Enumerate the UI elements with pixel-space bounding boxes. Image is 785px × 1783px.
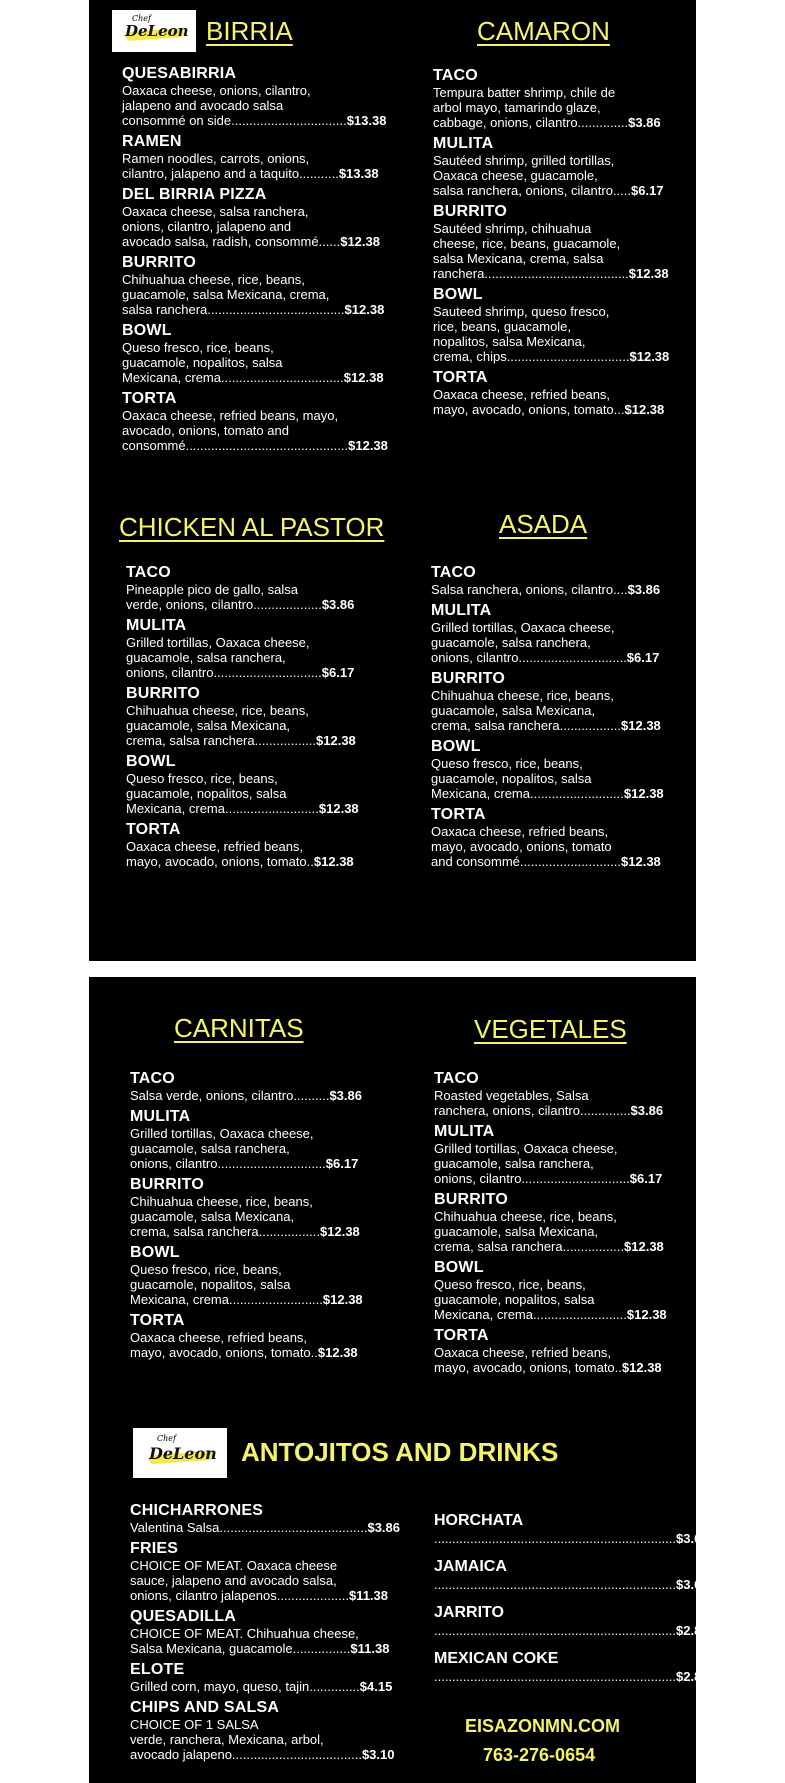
drink-price: $2.83 (676, 1623, 709, 1638)
menu-item (130, 1539, 400, 1603)
menu-item-description-leader: mayo, avocado, onions, tomato... (433, 402, 625, 417)
menu-item-description: CHOICE OF 1 SALSA (130, 1717, 259, 1732)
menu-item-description: Oaxaca cheese, refried beans, mayo, (122, 408, 339, 423)
menu-item-description-leader: cilantro, jalapeno and a taquito........... (122, 166, 339, 181)
menu-item-price-line (433, 349, 673, 364)
menu-item-price: $12.38 (624, 1239, 664, 1254)
dot-leader: ................................................................... (434, 1623, 676, 1638)
menu-item (433, 66, 673, 130)
menu-item (126, 752, 396, 816)
menu-item-description: Oaxaca cheese, refried beans, (433, 387, 611, 402)
menu-item-price: $12.38 (624, 402, 665, 417)
menu-item-description: Oaxaca cheese, refried beans, (126, 839, 304, 854)
menu-item-description: Roasted vegetables, Salsa (434, 1088, 589, 1103)
menu-item-description: Oaxaca cheese, salsa ranchera, (122, 204, 309, 219)
menu-item-description: guacamole, salsa Mexicana, crema, (122, 287, 330, 302)
menu-item-description: Ramen noodles, carrots, onions, (122, 151, 310, 166)
logo-chef-text: Chef (157, 1434, 176, 1443)
menu-item-name: BOWL (431, 738, 481, 755)
dot-leader: ................................................................... (434, 1577, 676, 1592)
camaron-title: CAMARON (477, 16, 610, 46)
menu-item (130, 1069, 400, 1103)
menu-item-price-line (431, 718, 681, 733)
menu-item-name: BOWL (122, 322, 172, 339)
menu-item-name: FRIES (130, 1540, 179, 1557)
menu-item-price-line (434, 1307, 684, 1322)
menu-item (130, 1243, 400, 1307)
menu-item-description-leader: verde, onions, cilantro................... (126, 597, 322, 612)
menu-item-description-leader: Salsa ranchera, onions, cilantro.... (431, 582, 628, 597)
menu-item-price: $12.38 (317, 1345, 358, 1360)
menu-item-description: guacamole, salsa Mexicana, (126, 718, 291, 733)
menu-item-price-line (130, 1747, 400, 1762)
drink-price-line (434, 1623, 709, 1639)
menu-item-price: $6.17 (325, 1156, 359, 1171)
menu-item-price-line (126, 854, 396, 869)
menu-item-name: BURRITO (126, 685, 200, 702)
menu-item-description-leader: mayo, avocado, onions, tomato.. (130, 1345, 318, 1360)
menu-item-name: BOWL (434, 1259, 484, 1276)
menu-item-price-line (130, 1641, 400, 1656)
menu-item (130, 1311, 400, 1360)
menu-item-price-line (130, 1345, 400, 1360)
menu-item-price-line (122, 113, 392, 128)
menu-item-description: Pineapple pico de gallo, salsa (126, 582, 299, 597)
menu-item-description-leader: avocado jalapeno.................................... (130, 1747, 362, 1762)
menu-item (433, 134, 673, 198)
menu-item-price-line (126, 597, 396, 612)
menu-item-price: $12.38 (621, 718, 661, 733)
phone-link[interactable]: 763-276-0654 (483, 1745, 596, 1765)
drink-item (434, 1603, 709, 1639)
menu-item-price-line (130, 1292, 400, 1307)
menu-item-description: mayo, avocado, onions, tomato (431, 839, 612, 854)
drink-name: MEXICAN COKE (434, 1650, 559, 1667)
menu-item-description: Oaxaca cheese, refried beans, (431, 824, 609, 839)
dot-leader: ................................................................... (434, 1669, 676, 1684)
menu-item-description-leader: cabbage, onions, cilantro.............. (433, 115, 629, 130)
antojitos-section (130, 1501, 400, 1766)
menu-item-name: MULITA (433, 135, 494, 152)
menu-item-name: TORTA (433, 369, 488, 386)
menu-item-price: $3.10 (361, 1747, 395, 1762)
menu-item-price-line (433, 266, 673, 281)
menu-item-price-line (434, 1171, 684, 1186)
camaron-section (433, 66, 673, 421)
menu-item-price: $3.86 (329, 1088, 362, 1103)
asada-section (431, 563, 681, 873)
menu-item-description-leader: Mexicana, crema.................................. (122, 370, 344, 385)
menu-item-price-line (130, 1224, 400, 1239)
menu-item-description: Oaxaca cheese, onions, cilantro, (122, 83, 311, 98)
drink-price-line (434, 1577, 709, 1593)
menu-item-price-line (126, 665, 396, 680)
antojitos-and-drinks-title: ANTOJITOS AND DRINKS (241, 1437, 559, 1467)
menu-item-name: TORTA (126, 821, 181, 838)
menu-item-description: nopalitos, salsa Mexicana, (433, 334, 586, 349)
menu-item-description: rice, beans, guacamole, (433, 319, 572, 334)
chef-deleon-logo (112, 10, 196, 52)
menu-item-description: onions, cilantro, jalapeno and (122, 219, 292, 234)
menu-item-price: $4.15 (359, 1679, 393, 1694)
drink-item (434, 1511, 709, 1547)
menu-item-description: guacamole, salsa ranchera, (130, 1141, 290, 1156)
menu-item-description-leader: onions, cilantro jalapenos.................... (130, 1588, 349, 1603)
menu-item-price: $11.38 (348, 1588, 388, 1603)
menu-item-price: $12.38 (318, 801, 359, 816)
logo-name-text: DeLeon (125, 22, 189, 40)
menu-item-name: MULITA (434, 1123, 495, 1140)
menu-page-1 (89, 0, 696, 961)
menu-item-description-leader: mayo, avocado, onions, tomato.. (434, 1360, 622, 1375)
menu-item-description: guacamole, nopalitos, salsa (434, 1292, 595, 1307)
menu-item-name: MULITA (126, 617, 187, 634)
menu-item-description: CHOICE OF MEAT. Oaxaca cheese (130, 1558, 338, 1573)
menu-item-price: $6.17 (631, 183, 664, 198)
drink-price: $2.83 (676, 1669, 709, 1684)
menu-item-description: Grilled tortillas, Oaxaca cheese, (130, 1126, 314, 1141)
menu-item (431, 805, 681, 869)
menu-item-price-line (431, 582, 681, 597)
menu-item-description-leader: Mexicana, crema.......................... (434, 1307, 627, 1322)
menu-item-description: Sauteed shrimp, queso fresco, (433, 304, 610, 319)
menu-item-name: MULITA (431, 602, 492, 619)
drink-item (434, 1557, 709, 1593)
menu-item (130, 1698, 400, 1762)
menu-page-2 (89, 977, 709, 1783)
menu-item-price: $6.17 (629, 1171, 663, 1186)
menu-item-price: $3.86 (367, 1520, 401, 1535)
menu-item-price-line (126, 801, 396, 816)
menu-item-price: $12.38 (322, 1292, 363, 1307)
menu-item-price: $12.38 (348, 438, 388, 453)
menu-item-price-line (130, 1156, 400, 1171)
menu-item-description: Queso fresco, rice, beans, (434, 1277, 586, 1292)
menu-item-description-leader: Grilled corn, mayo, queso, tajin.............. (130, 1679, 360, 1694)
menu-item (126, 616, 396, 680)
menu-item-description-leader: crema, chips.................................. (433, 349, 630, 364)
menu-item-name: BURRITO (122, 254, 196, 271)
menu-item-description: Tempura batter shrimp, chile de (433, 85, 616, 100)
chef-deleon-logo-2 (133, 1428, 227, 1478)
menu-item-description-leader: consommé............................................. (122, 438, 349, 453)
menu-item-name: TACO (434, 1070, 479, 1087)
menu-item-price-line (433, 402, 673, 417)
menu-item-name: CHICHARRONES (130, 1502, 264, 1519)
menu-item (122, 253, 392, 317)
menu-item-price-line (434, 1103, 684, 1118)
menu-item-description: Sautéed shrimp, chihuahua (433, 221, 592, 236)
birria-title: BIRRIA (206, 16, 293, 46)
menu-item-price-line (122, 438, 392, 453)
menu-item-description-leader: consommé on side................................ (122, 113, 347, 128)
menu-item (126, 820, 396, 869)
drink-name: JAMAICA (434, 1558, 507, 1575)
menu-item-name: BOWL (130, 1244, 180, 1261)
menu-item (126, 563, 396, 612)
menu-item (130, 1607, 400, 1656)
menu-item-price: $3.86 (321, 597, 355, 612)
menu-item-description: guacamole, nopalitos, salsa (122, 355, 283, 370)
menu-item-description: Queso fresco, rice, beans, (126, 771, 278, 786)
menu-item (434, 1258, 684, 1322)
menu-item-name: BURRITO (431, 670, 505, 687)
menu-item-description-leader: crema, salsa ranchera................. (434, 1239, 625, 1254)
menu-item (122, 132, 392, 181)
drink-name: HORCHATA (434, 1512, 524, 1529)
menu-item-name: TORTA (431, 806, 486, 823)
menu-item-description-leader: onions, cilantro.............................. (130, 1156, 326, 1171)
menu-item (122, 389, 392, 453)
logo-name-text: DeLeon (149, 1444, 217, 1463)
menu-item-price: $12.38 (320, 1224, 360, 1239)
drink-price-line (434, 1669, 709, 1685)
menu-item-name: CHIPS AND SALSA (130, 1699, 280, 1716)
dot-leader: ................................................................... (434, 1531, 676, 1546)
menu-item-description: Grilled tortillas, Oaxaca cheese, (431, 620, 615, 635)
menu-item (431, 669, 681, 733)
carnitas-section (130, 1069, 400, 1364)
menu-item-price: $12.38 (628, 266, 669, 281)
menu-item-description: salsa Mexicana, crema, salsa (433, 251, 604, 266)
menu-item-description-leader: mayo, avocado, onions, tomato.. (126, 854, 314, 869)
menu-item-description: guacamole, salsa ranchera, (431, 635, 591, 650)
menu-item-price-line (130, 1679, 400, 1694)
menu-item-description-leader: crema, salsa ranchera................. (431, 718, 622, 733)
menu-item-description: verde, ranchera, Mexicana, arbol, (130, 1732, 324, 1747)
menu-item-price: $12.38 (313, 854, 354, 869)
menu-item-description-leader: ranchera........................................ (433, 266, 629, 281)
menu-item-description-leader: crema, salsa ranchera................. (130, 1224, 321, 1239)
menu-item-description-leader: Salsa Mexicana, guacamole................ (130, 1641, 351, 1656)
menu-item (130, 1660, 400, 1694)
menu-item-description-leader: Mexicana, crema.......................... (130, 1292, 323, 1307)
menu-item-description: guacamole, salsa Mexicana, (130, 1209, 295, 1224)
menu-item (122, 321, 392, 385)
menu-item-description-leader: avocado salsa, radish, consommé...... (122, 234, 341, 249)
menu-item-description: CHOICE OF MEAT. Chihuahua cheese, (130, 1626, 359, 1641)
menu-item-price: $12.38 (626, 1307, 667, 1322)
menu-item-price-line (433, 115, 673, 130)
menu-item-name: TACO (130, 1070, 175, 1087)
drink-name: JARRITO (434, 1604, 504, 1621)
drink-item (434, 1649, 709, 1685)
menu-item-name: TORTA (130, 1312, 185, 1329)
menu-item (130, 1501, 400, 1535)
menu-item-description: Chihuahua cheese, rice, beans, (126, 703, 309, 718)
menu-item-description-leader: salsa ranchera...................................... (122, 302, 345, 317)
menu-item-description: Oaxaca cheese, guacamole, (433, 168, 598, 183)
menu-item-price: $12.38 (629, 349, 670, 364)
menu-item-name: ELOTE (130, 1661, 185, 1678)
menu-item-name: DEL BIRRIA PIZZA (122, 186, 267, 203)
menu-item-description-leader: Valentina Salsa......................................... (130, 1520, 368, 1535)
menu-item-price-line (434, 1239, 684, 1254)
menu-item-price-line (122, 234, 392, 249)
menu-item-description: guacamole, salsa ranchera, (434, 1156, 594, 1171)
menu-item-description: Grilled tortillas, Oaxaca cheese, (126, 635, 310, 650)
menu-item-description: Chihuahua cheese, rice, beans, (434, 1209, 617, 1224)
menu-item-name: MULITA (130, 1108, 191, 1125)
menu-item-description: Queso fresco, rice, beans, (431, 756, 583, 771)
menu-item-price: $12.38 (621, 854, 661, 869)
menu-item-description: guacamole, nopalitos, salsa (130, 1277, 291, 1292)
menu-item-description: Grilled tortillas, Oaxaca cheese, (434, 1141, 618, 1156)
menu-item (122, 185, 392, 249)
menu-item-name: TORTA (122, 390, 177, 407)
vegetales-title: VEGETALES (474, 1014, 627, 1044)
menu-item-description-leader: ranchera, onions, cilantro.............. (434, 1103, 631, 1118)
menu-item-description: guacamole, salsa Mexicana, (434, 1224, 599, 1239)
menu-item-description-leader: Salsa verde, onions, cilantro.......... (130, 1088, 330, 1103)
menu-item (126, 684, 396, 748)
menu-item-description-leader: Mexicana, crema.......................... (126, 801, 319, 816)
menu-item-price-line (431, 650, 681, 665)
menu-item-description-leader: and consommé............................ (431, 854, 622, 869)
menu-item-price-line (431, 854, 681, 869)
menu-item-description: cheese, rice, beans, guacamole, (433, 236, 621, 251)
menu-item-price-line (130, 1088, 400, 1103)
menu-item (130, 1107, 400, 1171)
logo-chef-text: Chef (132, 14, 151, 23)
menu-item-price: $12.38 (623, 786, 664, 801)
menu-item-name: BURRITO (434, 1191, 508, 1208)
menu-item-price-line (130, 1520, 400, 1535)
menu-item (433, 285, 673, 364)
chicken-al-pastor-section (126, 563, 396, 873)
menu-item-description: Chihuahua cheese, rice, beans, (130, 1194, 313, 1209)
menu-item-name: TACO (431, 564, 476, 581)
menu-item-description: guacamole, salsa Mexicana, (431, 703, 596, 718)
menu-item-price-line (434, 1360, 684, 1375)
menu-item-price: $11.38 (350, 1641, 390, 1656)
menu-item-name: BOWL (433, 286, 483, 303)
menu-item-name: BURRITO (433, 203, 507, 220)
menu-item (431, 737, 681, 801)
drink-price: $3.60 (676, 1531, 709, 1546)
menu-item-description: avocado, onions, tomato and (122, 423, 289, 438)
menu-item-description: Oaxaca cheese, refried beans, (130, 1330, 308, 1345)
menu-item-price: $6.17 (626, 650, 660, 665)
drinks-list (434, 1511, 709, 1695)
menu-item-description-leader: salsa ranchera, onions, cilantro..... (433, 183, 631, 198)
carnitas-title: CARNITAS (174, 1013, 304, 1043)
menu-item (431, 563, 681, 597)
asada-title: ASADA (499, 509, 588, 539)
birria-section (122, 64, 392, 457)
menu-item-description: jalapeno and avocado salsa (122, 98, 284, 113)
menu-item-description: Queso fresco, rice, beans, (130, 1262, 282, 1277)
menu-item-price-line (431, 786, 681, 801)
menu-item-description-leader: onions, cilantro.............................. (434, 1171, 630, 1186)
chicken-al-pastor-title: CHICKEN AL PASTOR (119, 512, 385, 542)
menu-item-price: $13.38 (338, 166, 379, 181)
menu-item-description: Chihuahua cheese, rice, beans, (431, 688, 614, 703)
menu-item-price: $12.38 (340, 234, 380, 249)
menu-item-name: RAMEN (122, 133, 182, 150)
menu-item (431, 601, 681, 665)
menu-item-name: BURRITO (130, 1176, 204, 1193)
menu-item-description: Queso fresco, rice, beans, (122, 340, 274, 355)
menu-item-description: guacamole, nopalitos, salsa (431, 771, 592, 786)
menu-item-price: $13.38 (346, 113, 387, 128)
menu-item (434, 1190, 684, 1254)
menu-item-price: $12.38 (316, 733, 356, 748)
website-link[interactable]: EISAZONMN.COM (465, 1716, 620, 1736)
menu-item-price: $6.17 (321, 665, 355, 680)
menu-item (433, 202, 673, 281)
menu-item-description-leader: Mexicana, crema.......................... (431, 786, 624, 801)
menu-item-price-line (122, 302, 392, 317)
menu-item-price: $3.86 (628, 115, 661, 130)
menu-item (433, 368, 673, 417)
menu-item-name: TACO (433, 67, 478, 84)
menu-item-name: TACO (126, 564, 171, 581)
menu-item-description-leader: crema, salsa ranchera................. (126, 733, 317, 748)
menu-item (130, 1175, 400, 1239)
menu-item-price-line (122, 370, 392, 385)
menu-item-description: guacamole, salsa ranchera, (126, 650, 286, 665)
menu-item-price: $12.38 (621, 1360, 662, 1375)
drink-price-line (434, 1531, 709, 1547)
menu-item-price: $3.86 (627, 582, 661, 597)
menu-item-price-line (130, 1588, 400, 1603)
menu-item (434, 1069, 684, 1118)
menu-item-name: QUESABIRRIA (122, 65, 237, 82)
menu-item (434, 1326, 684, 1375)
menu-item-price-line (126, 733, 396, 748)
menu-item-description-leader: onions, cilantro.............................. (126, 665, 322, 680)
menu-item-name: BOWL (126, 753, 176, 770)
menu-item-price: $3.86 (630, 1103, 664, 1118)
menu-item-description: guacamole, nopalitos, salsa (126, 786, 287, 801)
menu-item-price-line (433, 183, 673, 198)
menu-item-description: Chihuahua cheese, rice, beans, (122, 272, 305, 287)
menu-item-name: QUESADILLA (130, 1608, 236, 1625)
menu-item-name: TORTA (434, 1327, 489, 1344)
menu-item-price-line (122, 166, 392, 181)
menu-item (122, 64, 392, 128)
menu-item-description: Oaxaca cheese, refried beans, (434, 1345, 612, 1360)
menu-item-description: arbol mayo, tamarindo glaze, (433, 100, 601, 115)
menu-item-price: $12.38 (344, 302, 385, 317)
menu-item-description: sauce, jalapeno and avocado salsa, (130, 1573, 337, 1588)
menu-item-description-leader: onions, cilantro.............................. (431, 650, 627, 665)
menu-item-price: $12.38 (343, 370, 384, 385)
menu-item-description: Sautéed shrimp, grilled tortillas, (433, 153, 615, 168)
vegetales-section (434, 1069, 684, 1379)
drink-price: $3.60 (676, 1577, 709, 1592)
menu-item (434, 1122, 684, 1186)
